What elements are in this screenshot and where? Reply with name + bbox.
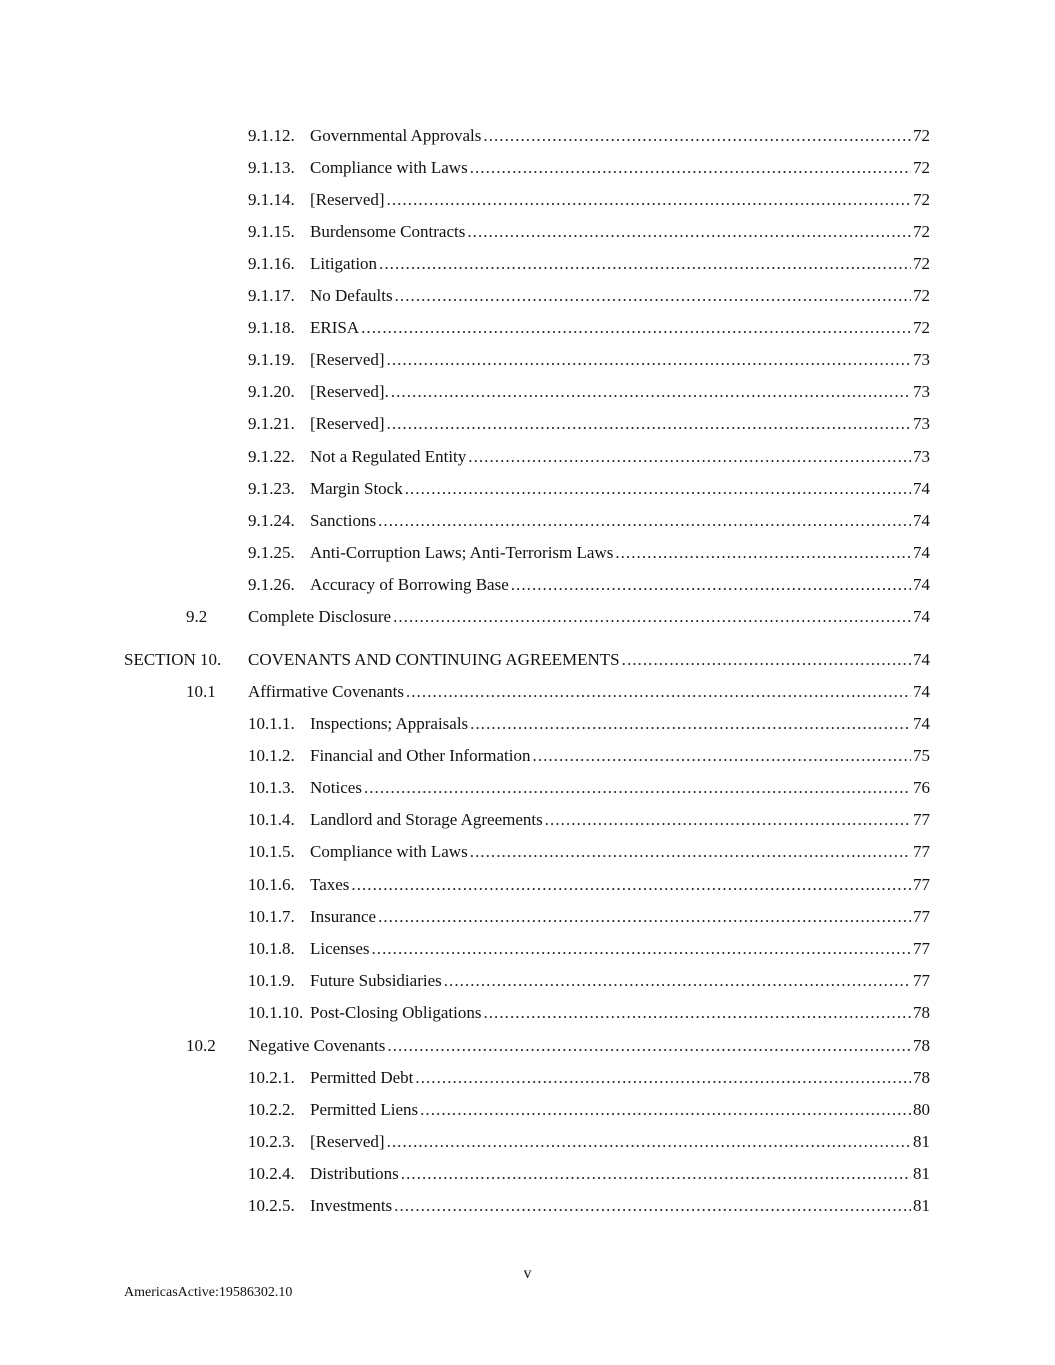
toc-entry[interactable] xyxy=(248,1131,930,1153)
toc-entry-page: 74 xyxy=(913,543,930,562)
toc-entry-page: 74 xyxy=(913,511,930,530)
toc-entry[interactable] xyxy=(248,413,930,435)
toc-entry-page: 74 xyxy=(913,650,930,669)
toc-entry-title: Sanctions xyxy=(310,511,377,530)
toc-entry[interactable] xyxy=(248,745,930,767)
toc-entry-title: Compliance with Laws xyxy=(310,158,468,177)
toc-entry-title: Permitted Debt xyxy=(310,1068,414,1087)
toc-entry-title: Post-Closing Obligations xyxy=(310,1003,482,1022)
toc-entry-page: 73 xyxy=(913,447,930,466)
toc-entry-number: 9.1.19. xyxy=(248,350,295,369)
toc-entry-page: 77 xyxy=(913,810,930,829)
toc-entry-number: 9.1.26. xyxy=(248,575,295,594)
toc-entry-title: Permitted Liens xyxy=(310,1100,419,1119)
dot-leader xyxy=(379,253,911,275)
dot-leader xyxy=(387,1131,911,1153)
dot-leader xyxy=(470,157,911,179)
toc-entry-number: 10.1.10. xyxy=(248,1003,304,1022)
toc-entry-number: 10.2.5. xyxy=(248,1196,295,1215)
dot-leader xyxy=(378,906,911,928)
toc-entry[interactable] xyxy=(248,510,930,532)
toc-entry-number: 9.1.22. xyxy=(248,447,295,466)
toc-entry[interactable] xyxy=(248,189,930,211)
toc-entry-page: 81 xyxy=(913,1164,930,1183)
dot-leader xyxy=(371,938,911,960)
toc-entry-number: 10.2.2. xyxy=(248,1100,295,1119)
toc-entry-title: Future Subsidiaries xyxy=(310,971,442,990)
toc-entry-number: 9.1.18. xyxy=(248,318,295,337)
toc-entry-number: 10.1.6. xyxy=(248,875,295,894)
toc-entry-title: Notices xyxy=(310,778,362,797)
toc-entry[interactable] xyxy=(248,938,930,960)
dot-leader xyxy=(387,413,911,435)
toc-entry-title: Not a Regulated Entity xyxy=(310,447,467,466)
toc-entry-number: 9.1.12. xyxy=(248,126,295,145)
toc-entry-number: 10.1.3. xyxy=(248,778,295,797)
toc-entry-number: 9.1.21. xyxy=(248,414,295,433)
toc-entry-page: 77 xyxy=(913,842,930,861)
dot-leader xyxy=(351,874,911,896)
toc-entry-number: 9.1.15. xyxy=(248,222,295,241)
toc-entry-title: Anti-Corruption Laws; Anti-Terrorism Laws xyxy=(310,543,614,562)
toc-entry-title: Complete Disclosure xyxy=(248,607,392,626)
dot-leader xyxy=(395,285,911,307)
toc-entry[interactable] xyxy=(248,542,930,564)
toc-entry-number: 9.1.25. xyxy=(248,543,295,562)
dot-leader xyxy=(387,189,911,211)
toc-entry-title: COVENANTS AND CONTINUING AGREEMENTS xyxy=(248,650,620,669)
toc-entry-title: [Reserved] xyxy=(310,190,385,209)
toc-entry-title: Litigation xyxy=(310,254,378,273)
toc-entry[interactable] xyxy=(248,221,930,243)
dot-leader xyxy=(415,1067,911,1089)
toc-entry[interactable] xyxy=(248,253,930,275)
toc-entry-title: Accuracy of Borrowing Base xyxy=(310,575,509,594)
toc-entry[interactable] xyxy=(248,841,930,863)
toc-entry-page: 77 xyxy=(913,907,930,926)
toc-entry-page: 81 xyxy=(913,1196,930,1215)
toc-entry[interactable] xyxy=(248,478,930,500)
dot-leader xyxy=(387,349,911,371)
toc-entry[interactable] xyxy=(248,1099,930,1121)
toc-entry-page: 73 xyxy=(913,350,930,369)
page-number: v xyxy=(523,1265,532,1282)
toc-entry-page: 72 xyxy=(913,254,930,273)
toc-entry-number: 10.2.3. xyxy=(248,1132,295,1151)
toc-entry-title: [Reserved] xyxy=(310,1132,385,1151)
toc-entry-number: 10.1.4. xyxy=(248,810,295,829)
toc-entry-number: 9.1.24. xyxy=(248,511,295,530)
toc-entry-page: 77 xyxy=(913,875,930,894)
toc-entry[interactable] xyxy=(248,1002,930,1024)
dot-leader xyxy=(470,841,911,863)
toc-entry-title: Negative Covenants xyxy=(248,1036,386,1055)
toc-entry-page: 80 xyxy=(913,1100,930,1119)
dot-leader xyxy=(405,478,911,500)
toc-entry[interactable] xyxy=(248,1163,930,1185)
dot-leader xyxy=(444,970,911,992)
toc-entry-page: 78 xyxy=(913,1068,930,1087)
dot-leader xyxy=(393,606,911,628)
dot-leader xyxy=(467,221,911,243)
dot-leader xyxy=(470,713,911,735)
toc-entry[interactable] xyxy=(186,1035,930,1057)
toc-entry-number: 9.1.16. xyxy=(248,254,295,273)
toc-entry-number: 10.2.1. xyxy=(248,1068,295,1087)
toc-entry[interactable] xyxy=(248,906,930,928)
toc-entry-number: 10.1.7. xyxy=(248,907,295,926)
dot-leader xyxy=(420,1099,911,1121)
toc-entry-title: Governmental Approvals xyxy=(310,126,482,145)
toc-entry-title: Distributions xyxy=(310,1164,399,1183)
toc-entry-title: Affirmative Covenants xyxy=(248,682,404,701)
toc-entry-title: Inspections; Appraisals xyxy=(310,714,469,733)
toc-entry-page: 75 xyxy=(913,746,930,765)
dot-leader xyxy=(361,317,911,339)
dot-leader xyxy=(615,542,911,564)
toc-entry-page: 72 xyxy=(913,222,930,241)
dot-leader xyxy=(511,574,911,596)
dot-leader xyxy=(401,1163,911,1185)
toc-entry-page: 77 xyxy=(913,939,930,958)
toc-entry-title: No Defaults xyxy=(310,286,393,305)
dot-leader xyxy=(622,649,911,671)
toc-entry-page: 78 xyxy=(913,1036,930,1055)
toc-entry[interactable] xyxy=(248,874,930,896)
toc-entry-title: Licenses xyxy=(310,939,370,958)
toc-entry[interactable] xyxy=(186,681,930,703)
toc-entry-page: 72 xyxy=(913,190,930,209)
toc-entry-number: 9.1.13. xyxy=(248,158,295,177)
toc-entry[interactable] xyxy=(248,125,930,147)
dot-leader xyxy=(378,510,911,532)
toc-entry-page: 72 xyxy=(913,158,930,177)
toc-entry-page: 73 xyxy=(913,414,930,433)
toc-entry[interactable] xyxy=(248,157,930,179)
toc-entry-number: 9.1.17. xyxy=(248,286,295,305)
toc-entry-title: Investments xyxy=(310,1196,393,1215)
toc-entry-page: 74 xyxy=(913,575,930,594)
dot-leader xyxy=(468,446,911,468)
toc-entry-number: 10.1.8. xyxy=(248,939,295,958)
toc-entry[interactable] xyxy=(248,970,930,992)
toc-entry[interactable] xyxy=(248,446,930,468)
dot-leader xyxy=(387,1035,911,1057)
dot-leader xyxy=(483,125,911,147)
toc-entry[interactable] xyxy=(248,1195,930,1217)
toc-entry-page: 76 xyxy=(913,778,930,797)
toc-entry-title: ERISA xyxy=(310,318,360,337)
toc-entry-page: 77 xyxy=(913,971,930,990)
dot-leader xyxy=(532,745,911,767)
toc-entry-title: Landlord and Storage Agreements xyxy=(310,810,543,829)
toc-entry-title: Financial and Other Information xyxy=(310,746,531,765)
dot-leader xyxy=(545,809,911,831)
toc-entry-number: 9.1.20. xyxy=(248,382,295,401)
toc-entry-number: 9.2 xyxy=(186,607,208,626)
document-id: AmericasActive:19586302.10 xyxy=(124,1285,293,1300)
toc-entry[interactable] xyxy=(124,649,930,671)
toc-entry-title: Compliance with Laws xyxy=(310,842,468,861)
toc-entry-title: Insurance xyxy=(310,907,377,926)
toc-entry[interactable] xyxy=(248,1067,930,1089)
toc-entry[interactable] xyxy=(248,381,930,403)
toc-entry-number: 10.1.9. xyxy=(248,971,295,990)
toc-entry-number: 10.2.4. xyxy=(248,1164,295,1183)
dot-leader xyxy=(364,777,911,799)
toc-entry-number: 10.1.1. xyxy=(248,714,295,733)
toc-entry-title: [Reserved] xyxy=(310,414,385,433)
toc-entry-title: Margin Stock xyxy=(310,479,403,498)
dot-leader xyxy=(406,681,911,703)
dot-leader xyxy=(394,1195,911,1217)
toc-entry-number: 10.1 xyxy=(186,682,216,701)
toc-entry[interactable] xyxy=(186,606,930,628)
toc-entry[interactable] xyxy=(248,777,930,799)
toc-entry[interactable] xyxy=(248,285,930,307)
toc-entry[interactable] xyxy=(248,317,930,339)
toc-entry-title: Burdensome Contracts xyxy=(310,222,466,241)
toc-entry-page: 72 xyxy=(913,318,930,337)
toc-entry-page: 72 xyxy=(913,286,930,305)
toc-entry-page: 74 xyxy=(913,714,930,733)
toc-entry-page: 74 xyxy=(913,607,930,626)
toc-entry-page: 74 xyxy=(913,479,930,498)
toc-entry-number: SECTION 10. xyxy=(124,650,222,669)
toc-entry-page: 74 xyxy=(913,682,930,701)
toc-entry-page: 72 xyxy=(913,126,930,145)
toc-entry-number: 9.1.14. xyxy=(248,190,295,209)
toc-entry-title: [Reserved]. xyxy=(310,382,389,401)
dot-leader xyxy=(483,1002,911,1024)
dot-leader xyxy=(391,381,911,403)
toc-entry[interactable] xyxy=(248,574,930,596)
toc-entry-number: 10.1.5. xyxy=(248,842,295,861)
toc-entry[interactable] xyxy=(248,713,930,735)
toc-entry-number: 10.2 xyxy=(186,1036,216,1055)
toc-entry-page: 81 xyxy=(913,1132,930,1151)
toc-entry-page: 73 xyxy=(913,382,930,401)
toc-entry-page: 78 xyxy=(913,1003,930,1022)
toc-entry-title: [Reserved] xyxy=(310,350,385,369)
toc-entry-number: 10.1.2. xyxy=(248,746,295,765)
toc-entry-number: 9.1.23. xyxy=(248,479,295,498)
toc-entry-title: Taxes xyxy=(310,875,350,894)
toc-entry[interactable] xyxy=(248,809,930,831)
toc-entry[interactable] xyxy=(248,349,930,371)
